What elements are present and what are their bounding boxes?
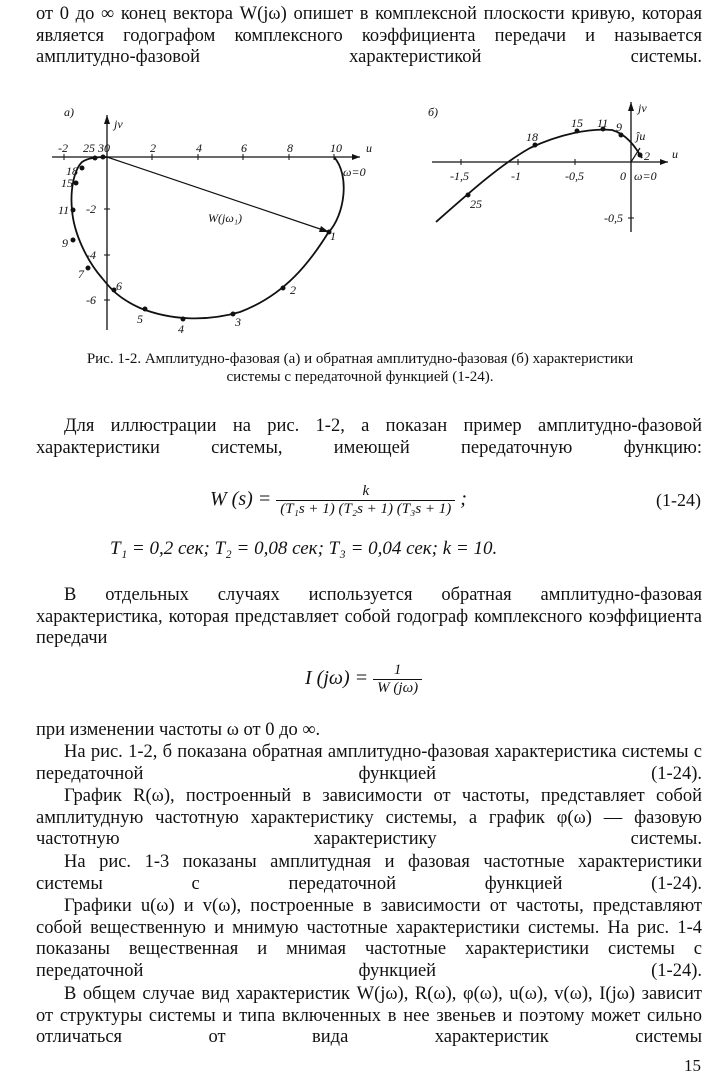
formula-inverse bbox=[305, 662, 422, 697]
formula-transfer-function bbox=[210, 483, 467, 518]
formula-params: T₁ = 0,2 сек; T₂ = 0,08 сек; T₃ = 0,04 сек; k = 10. bbox=[110, 538, 498, 559]
vector-label-a: W(jω₁) bbox=[208, 211, 242, 225]
pt-b-18: 18 bbox=[526, 130, 538, 144]
formula-number: (1-24) bbox=[656, 490, 701, 510]
formula-numerator: k bbox=[276, 483, 455, 501]
formula2-numerator: 1 bbox=[373, 662, 422, 680]
u-label-b: u bbox=[672, 147, 678, 161]
y-tick-a-minus4: -4 bbox=[86, 248, 96, 262]
u-label-a: u bbox=[366, 141, 372, 155]
hodograph-a bbox=[71, 157, 343, 318]
paragraph-amplitude: График R(ω), построенный в зависимости от частоты, представляет собой амплитудную частотную характеристику системы, а график φ(ω) — фазовую частотную характеристику системы. bbox=[36, 786, 702, 849]
x-tick-a-2: 2 bbox=[150, 141, 156, 155]
pt-a-2: 2 bbox=[290, 283, 296, 297]
pt-a-3: 3 bbox=[235, 315, 241, 329]
pt-b-2: 2 bbox=[644, 149, 650, 163]
pt-b-15: 15 bbox=[571, 116, 583, 130]
paragraph-general: В общем случае вид характеристик W(jω), R(ω), φ(ω), u(ω), v(ω), I(jω) зависит от структуры системы и типа включенных в нее звеньев и поэтому может сильно отличаться от вида характеристик системы bbox=[36, 984, 702, 1047]
pt-b-9: 9 bbox=[616, 120, 622, 134]
x-tick-a-minus2: -2 bbox=[58, 141, 68, 155]
y-tick-b-minus0_5: -0,5 bbox=[604, 211, 623, 225]
formula-lhs: W (s) = bbox=[210, 488, 272, 511]
pt-a-25: 25 bbox=[83, 141, 95, 155]
pt-a-4: 4 bbox=[178, 322, 184, 336]
pt-a-9: 9 bbox=[62, 236, 68, 250]
paragraph-illustration: Для иллюстрации на рис. 1-2, а показан пример амплитудно-фазовой характеристики системы, имеющей передаточную функцию: bbox=[36, 416, 702, 458]
formula-fraction bbox=[276, 483, 455, 518]
x-tick-a-4: 4 bbox=[196, 141, 202, 155]
x-tick-a-6: 6 bbox=[241, 141, 247, 155]
x-tick-b-minus0_5: -0,5 bbox=[565, 169, 584, 183]
panel-b-label: б) bbox=[428, 105, 439, 119]
pt-a-11: 11 bbox=[58, 203, 70, 217]
pt-a-30: 30 bbox=[98, 141, 110, 155]
jv-label-b: jv bbox=[638, 101, 647, 115]
formula2-fraction bbox=[373, 662, 422, 697]
omega-zero-b: ω=0 bbox=[634, 169, 657, 183]
y-tick-a-minus6: -6 bbox=[86, 293, 96, 307]
x-tick-b-minus1_5: -1,5 bbox=[450, 169, 469, 183]
y-tick-a-minus2: -2 bbox=[86, 202, 96, 216]
paragraph-real-imag: Графики u(ω) и v(ω), построенные в зависимости от частоты, представляют собой вещественную и мнимую частотные характеристики системы. На рис. 1-4 показаны вещественная и мнимая частотные характеристики системы с передаточной функцией (1-24). bbox=[36, 896, 702, 981]
pt-a-5: 5 bbox=[137, 312, 143, 326]
figure-caption: Рис. 1-2. Амплитудно-фазовая (а) и обратная амплитудно-фазовая (б) характеристики системы с передаточной функцией (1-24). bbox=[86, 351, 634, 385]
x-tick-a-10: 10 bbox=[330, 141, 342, 155]
pt-b-11: 11 bbox=[597, 116, 609, 130]
jv-label-a: jv bbox=[114, 117, 123, 131]
omega-zero-a: ω=0 bbox=[343, 165, 366, 179]
vector-label-b: ĵu bbox=[636, 129, 646, 143]
panel-a-label: а) bbox=[64, 105, 74, 119]
pt-a-15: 15 bbox=[61, 176, 73, 190]
paragraph-intro: от 0 до ∞ конец вектора W(jω) опишет в комплексной плоскости кривую, которая является годографом комплексного коэффициента передачи и называется амплитудно-фазовой характеристикой системы. bbox=[36, 4, 702, 67]
page-number: 15 bbox=[684, 1056, 701, 1075]
pt-a-18: 18 bbox=[66, 164, 78, 178]
pt-a-1: 1 bbox=[330, 229, 336, 243]
pt-b-25: 25 bbox=[470, 197, 482, 211]
formula2-denominator: W (jω) bbox=[377, 680, 419, 696]
x-tick-b-minus1: -1 bbox=[511, 169, 521, 183]
x-tick-a-8: 8 bbox=[287, 141, 293, 155]
formula-tail: ; bbox=[460, 488, 467, 511]
formula-denominator: (T₁s + 1) (T₂s + 1) (T₃s + 1) bbox=[280, 501, 452, 517]
paragraph-frequency: при изменении частоты ω от 0 до ∞. bbox=[36, 720, 321, 740]
paragraph-fig-1-3: На рис. 1-3 показаны амплитудная и фазовая частотные характеристики системы с передаточной функцией (1-24). bbox=[36, 852, 702, 894]
pt-a-7: 7 bbox=[78, 267, 84, 281]
x-tick-b-0: 0 bbox=[620, 169, 626, 183]
pt-a-6: 6 bbox=[116, 279, 122, 293]
formula2-lhs: I (jω) = bbox=[305, 667, 369, 690]
paragraph-inverse: В отдельных случаях используется обратная амплитудно-фазовая характеристика, которая представляет собой годограф комплексного коэффициента передачи bbox=[36, 585, 702, 648]
paragraph-fig-b: На рис. 1-2, б показана обратная амплитудно-фазовая характеристика системы с передаточной функцией (1-24). bbox=[36, 742, 702, 784]
